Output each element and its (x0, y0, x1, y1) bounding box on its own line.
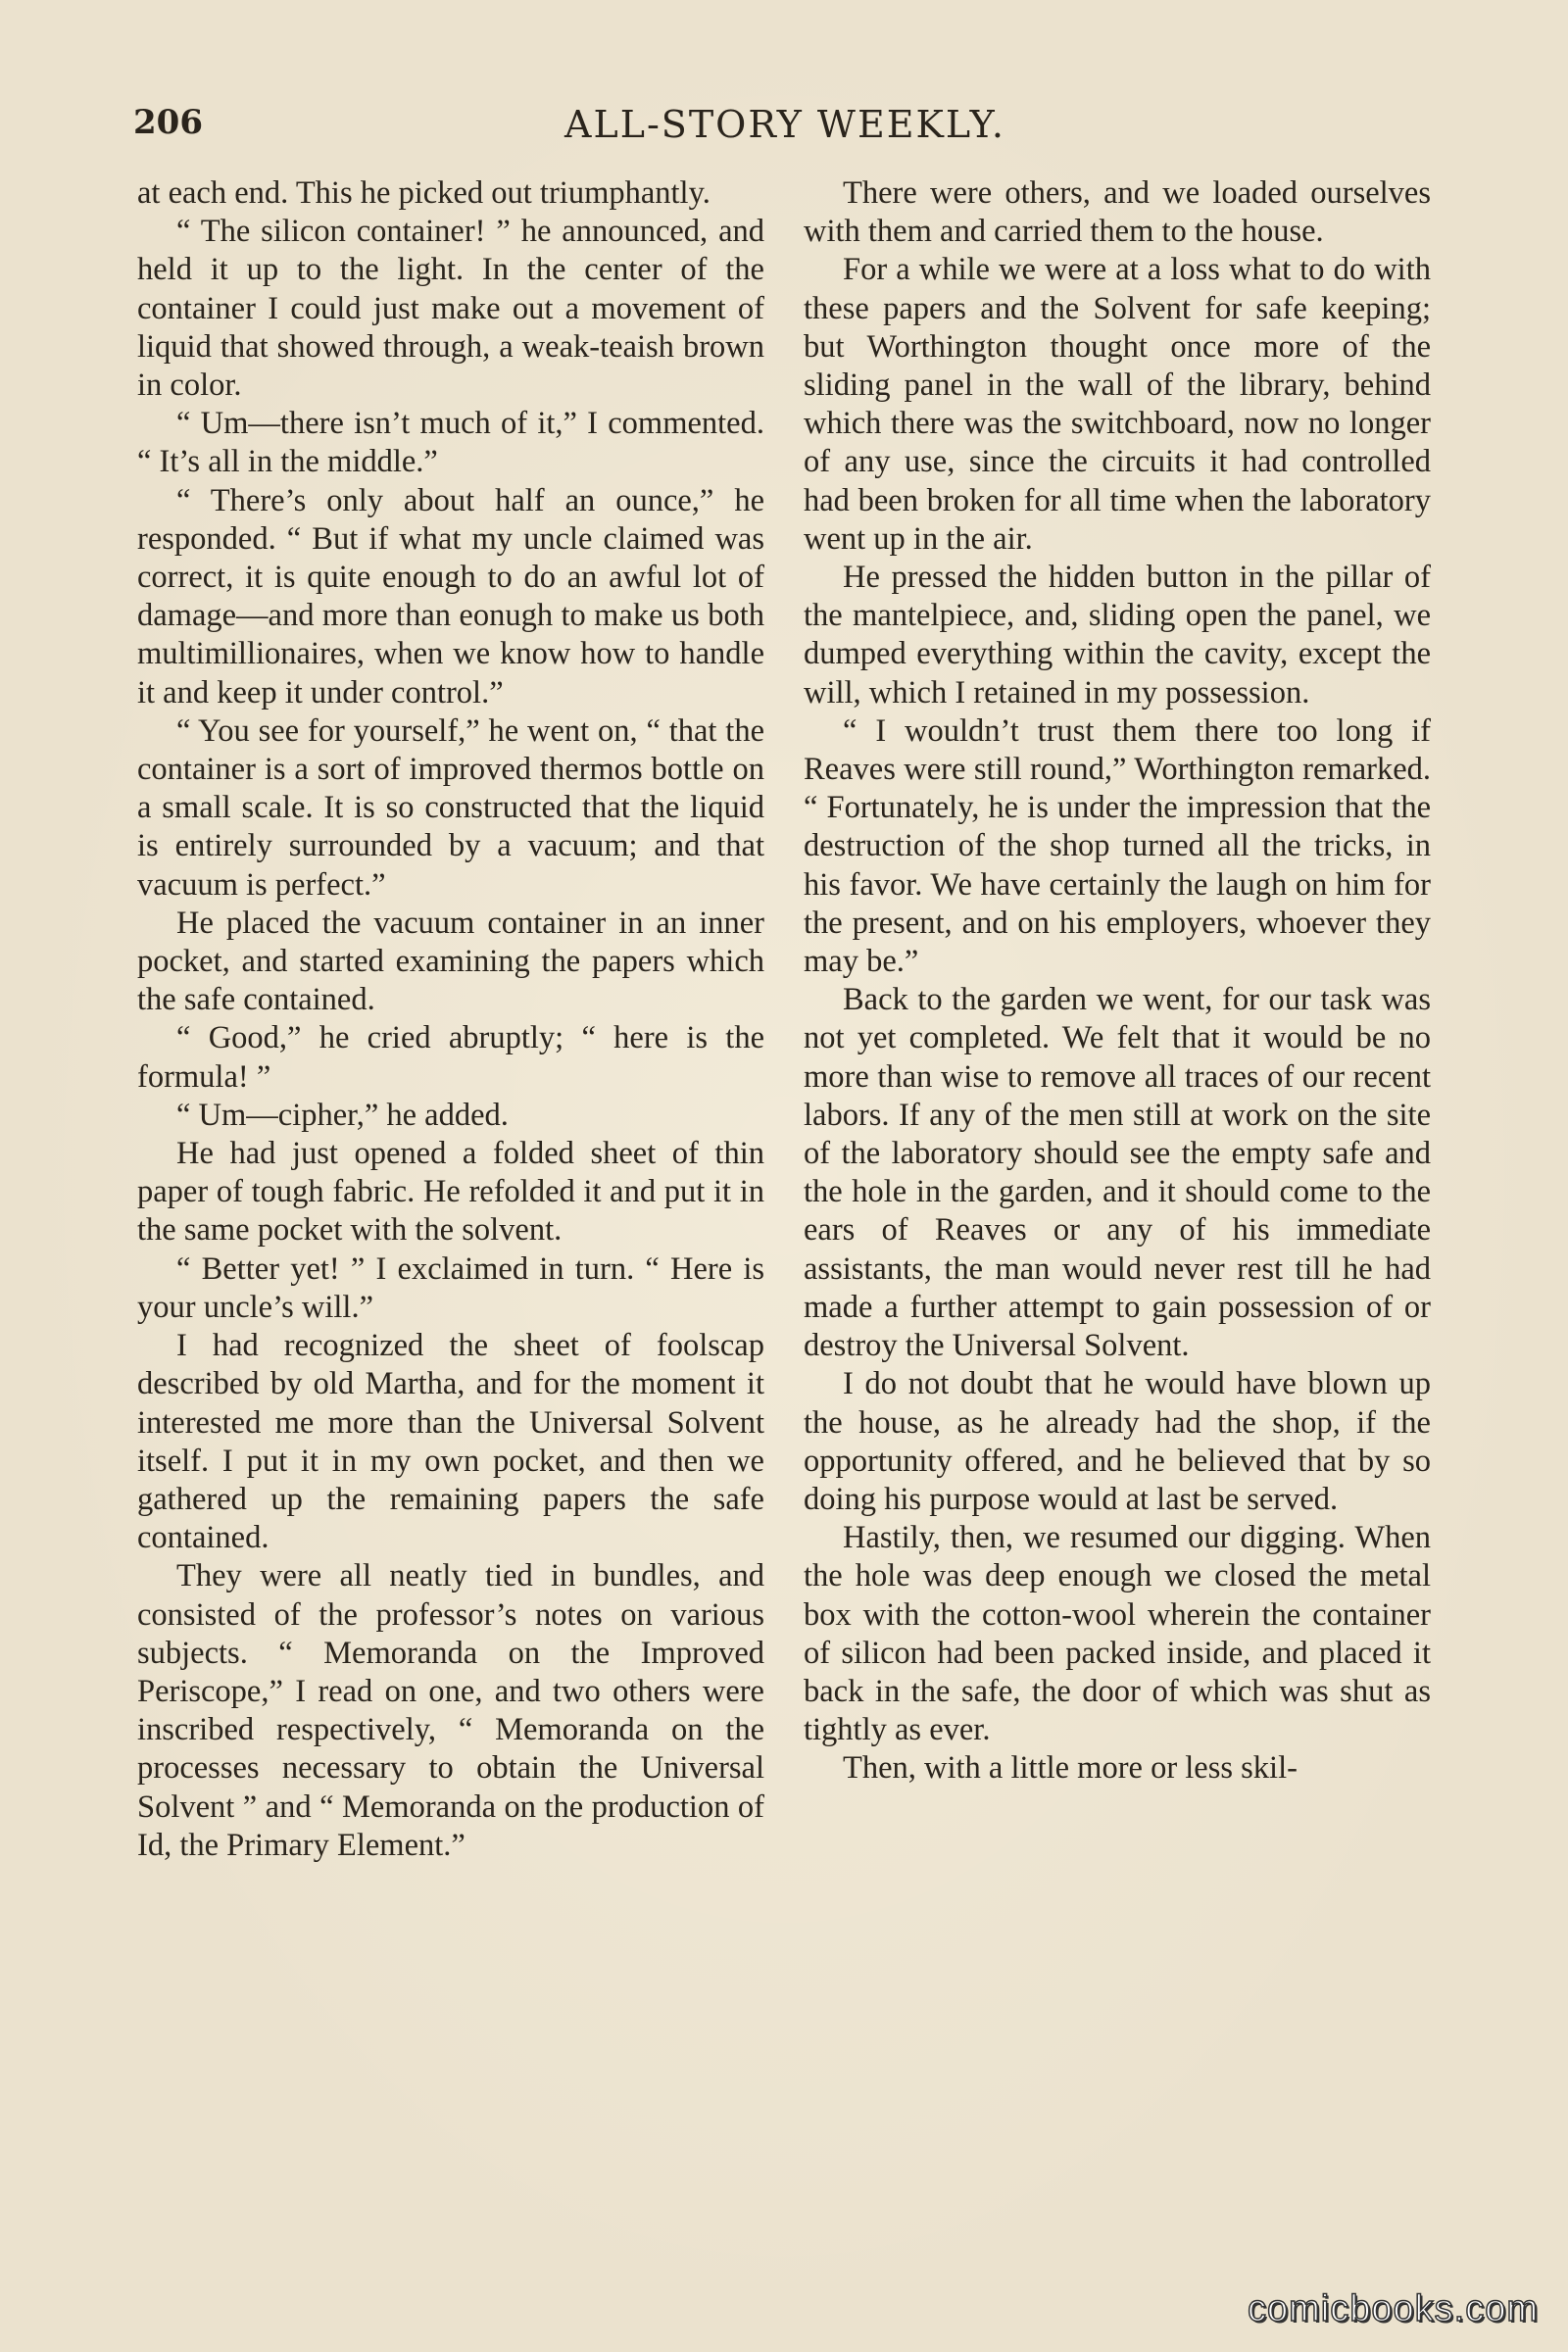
paragraph: I do not doubt that he would have blown up the house, as he already had the shop, if the opportunity offered, and he believed that by so doing his purpose would at last be served. (804, 1366, 1431, 1517)
watermark-logo: comicbooks.com (1248, 2288, 1539, 2329)
right-column (804, 174, 1431, 1788)
paragraph: “ You see for yourself,” he went on, “ that the container is a sort of improved thermos bottle on a small scale. It is so constructed that the liquid is entirely surrounded by a vacuum; and that vacuum is perfect.” (137, 712, 764, 903)
paragraph: at each end. This he picked out triumphantly. (137, 175, 710, 211)
paragraph: Back to the garden we went, for our task was not yet completed. We felt that it would be no more than wise to remove all traces of our recent labors. If any of the men still at work on the site of the laboratory should see the empty safe and the hole in the garden, and it should come to the ears of Reaves or any of his immediate assistants, the man would never rest till he had made a further attempt to gain possession of or destroy the Universal Solvent. (804, 982, 1431, 1364)
paragraph: I had recognized the sheet of foolscap described by old Martha, and for the moment it interested me more than the Universal Solvent itself. I put it in my own pocket, and then we gathered up the remaining papers the safe contained. (137, 1328, 764, 1556)
paragraph: He pressed the hidden button in the pillar of the mantelpiece, and, sliding open the panel, we dumped everything within the cavity, except the will, which I retained in my possession. (804, 560, 1431, 710)
paragraph: For a while we were at a loss what to do with these papers and the Solvent for safe keeping; but Worthington thought once more of the sliding panel in the wall of the library, behind which there was the switchboard, now no longer of any use, since the circuits it had controlled had been broken for all time when the laboratory went up in the air. (804, 252, 1431, 557)
paragraph: There were others, and we loaded ourselves with them and carried them to the house. (804, 175, 1431, 250)
paragraph: “ Um—cipher,” he added. (176, 1097, 509, 1133)
paragraph: “ Um—there isn’t much of it,” I commented. “ It’s all in the middle.” (137, 406, 764, 480)
paragraph: Then, with a little more or less skil- (843, 1750, 1298, 1787)
left-column (137, 174, 764, 1865)
paragraph: “ Better yet! ” I exclaimed in turn. “ Here is your uncle’s will.” (137, 1250, 764, 1325)
paragraph: “ Good,” he cried abruptly; “ here is the formula! ” (137, 1020, 764, 1095)
paragraph: He placed the vacuum container in an inner pocket, and started examining the papers which the safe contained. (137, 905, 764, 1018)
paragraph: “ There’s only about half an ounce,” he responded. “ But if what my uncle claimed was correct, it is quite enough to do an awful lot of damage—and more than eonugh to make us both multimillionaires, when we know how to handle it and keep it under control.” (137, 482, 764, 710)
paragraph: Hastily, then, we resumed our digging. When the hole was deep enough we closed the metal box with the cotton-wool wherein the container of silicon had been packed inside, and placed it back in the safe, the door of which was shut as tightly as ever. (804, 1520, 1431, 1748)
running-title: ALL-STORY WEEKLY. (564, 103, 1005, 146)
paragraph: They were all neatly tied in bundles, and consisted of the professor’s notes on various subjects. “ Memoranda on the Improved Periscope,” I read on one, and two others were inscribed respectively, “ Memoranda on the processes necessary to obtain the Universal Solvent ” and “ Memoranda on the production of Id, the Primary Element.” (137, 1558, 764, 1863)
paragraph: “ I wouldn’t trust them there too long if Reaves were still round,” Worthington remarked. “ Fortunately, he is under the impression that the destruction of the shop turned all the tricks, in his favor. We have certainly the laugh on him for the present, and on his employers, whoever they may be.” (804, 712, 1431, 980)
paragraph: He had just opened a folded sheet of thin paper of tough fabric. He refolded it and put it in the same pocket with the solvent. (137, 1136, 764, 1249)
page-number: 206 (133, 103, 203, 142)
paragraph: “ The silicon container! ” he announced, and held it up to the light. In the center of the container I could just make out a movement of liquid that showed through, a weak-teaish brown in color. (137, 214, 764, 404)
page-header (133, 103, 1437, 152)
